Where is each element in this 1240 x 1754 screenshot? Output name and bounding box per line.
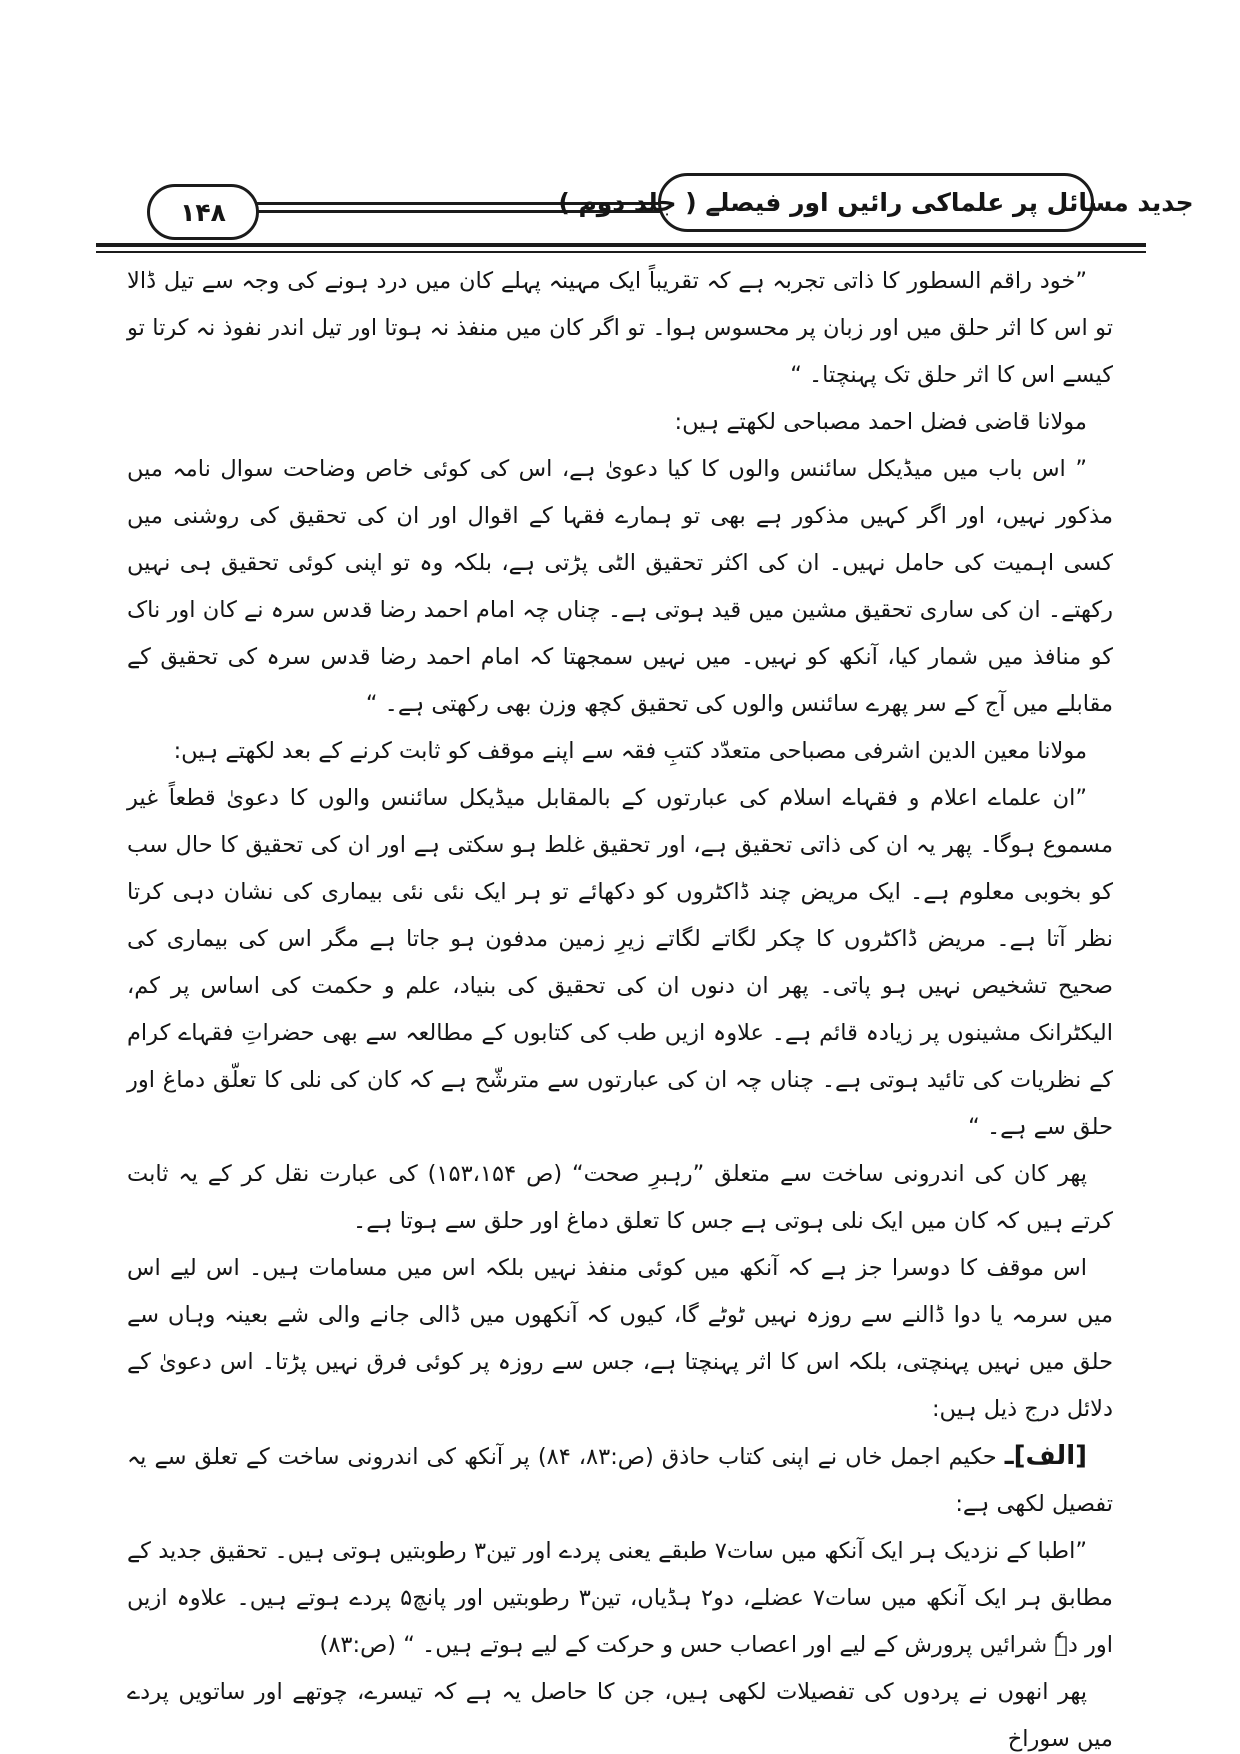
list-marker-alif: [الف]ـ	[1004, 1441, 1087, 1471]
attribution-line: مولانا معین الدین اشرفی مصباحی متعدّد کتبِ فقہ سے اپنے موقف کو ثابت کرنے کے بعد لکھتے ہیں:	[173, 738, 1087, 764]
list-item-text: حکیم اجمل خاں نے اپنی کتاب حاذق (ص:۸۳، ۸۴) پر آنکھ کی اندرونی ساخت کے تعلق سے یہ تفصیل لکھی ہے:	[127, 1444, 1113, 1517]
body-paragraph: اس موقف کا دوسرا جز ہے کہ آنکھ میں کوئی منفذ نہیں بلکہ اس میں مسامات ہیں۔ اس لیے اس میں سرمہ یا دوا ڈالنے سے روزہ نہیں ٹوٹے گا، کیوں کہ آنکھوں میں ڈالی جانے والی شے بعینہ وہاں سے حلق میں نہیں پہنچتی، بلکہ اس کا اثر پہنچتا ہے، جس سے روزہ پر کوئی فرق نہیں پڑتا۔ اس دعویٰ کے دلائل درج ذیل ہیں:	[127, 1255, 1113, 1422]
page-number: ۱۴۸	[180, 197, 226, 227]
quote-paragraph: ” اس باب میں میڈیکل سائنس والوں کا کیا دعویٰ ہے، اس کی کوئی خاص وضاحت سوال نامہ میں مذکور نہیں، اور اگر کہیں مذکور ہے بھی تو ہمارے فقہا کے اقوال اور ان کی تحقیق کی روشنی میں کسی اہمیت کی حامل نہیں۔ ان کی اکثر تحقیق الٹی پڑتی ہے، بلکہ وہ تو اپنی کوئی تحقیق ہی نہیں رکھتے۔ ان کی ساری تحقیق مشین میں قید ہوتی ہے۔ چناں چہ امام احمد رضا قدس سرہ نے کان اور ناک کو منافذ میں شمار کیا، آنکھ کو نہیں۔ میں نہیں سمجھتا کہ امام احمد رضا قدس سرہ کی تحقیق کے مقابلے میں آج کے سر پھرے سائنس والوں کی تحقیق کچھ وزن بھی رکھتی ہے۔ “	[127, 456, 1113, 717]
quote-paragraph: ”خود راقم السطور کا ذاتی تجربہ ہے کہ تقریباً ایک مہینہ پہلے کان میں درد ہونے کی وجہ سے تیل ڈالا تو اس کا اثر حلق میں اور زبان پر محسوس ہوا۔ تو اگر کان میں منفذ نہ ہوتا اور تیل اندر نفوذ نہ کرتا تو کیسے اس کا اثر حلق تک پہنچتا۔ “	[127, 268, 1113, 388]
running-title-cartouche	[558, 173, 1194, 232]
quote-paragraph: ”ان علماے اعلام و فقہاے اسلام کی عبارتوں کے بالمقابل میڈیکل سائنس والوں کا دعویٰ قطعاً غیر مسموع ہوگا۔ پھر یہ ان کی ذاتی تحقیق ہے، اور تحقیق غلط ہو سکتی ہے اور ان کی تحقیق کا حال سب کو بخوبی معلوم ہے۔ ایک مریض چند ڈاکٹروں کو دکھائے تو ہر ایک نئی نئی بیماری کی نشان دہی کرتا نظر آتا ہے۔ مریض ڈاکٹروں کا چکر لگاتے لگاتے زیرِ زمین مدفون ہو جاتا ہے مگر اس کی بیماری کی صحیح تشخیص نہیں ہو پاتی۔ پھر ان دنوں ان کی تحقیق کی بنیاد، علم و حکمت کی اساس پر کم، الیکٹرانک مشینوں پر زیادہ قائم ہے۔ علاوہ ازیں طب کی کتابوں کے مطالعہ سے بھی حضراتِ فقہاے کرام کے نظریات کی تائید ہوتی ہے۔ چناں چہ ان کی عبارتوں سے مترشّح ہے کہ کان کی نلی کا تعلّق دماغ اور حلق سے ہے۔ “	[127, 785, 1113, 1140]
body-paragraph: پھر کان کی اندرونی ساخت سے متعلق ”رہبرِ صحت“ (ص ۱۵۳،۱۵۴) کی عبارت نقل کر کے یہ ثابت کرتے ہیں کہ کان میں ایک نلی ہوتی ہے جس کا تعلق دماغ اور حلق سے ہوتا ہے۔	[127, 1161, 1113, 1234]
running-title: جدید مسائل پر علماکی رائیں اور فیصلے ( جلد دوم )	[558, 188, 1194, 217]
header-separator-rule	[96, 243, 1146, 253]
quote-paragraph: ”اطبا کے نزدیک ہر ایک آنکھ میں سات۷ طبقے یعنی پردے اور تین۳ رطوبتیں ہوتی ہیں۔ تحقیق جدید کے مطابق ہر ایک آنکھ میں سات۷ عضلے، دو۲ ہڈیاں، تین۳ رطوبتیں اور پانچ۵ پردے ہوتے ہیں۔ علاوہ ازیں اور دہٗ شرائیں پرورش کے لیے اور اعصاب حس و حرکت کے لیے ہوتے ہیں۔ “ (ص:۸۳)	[127, 1538, 1113, 1658]
list-item-alif	[127, 1433, 1113, 1528]
page-body	[127, 258, 1113, 1754]
body-paragraph: پھر انھوں نے پردوں کی تفصیلات لکھی ہیں، جن کا حاصل یہ ہے کہ تیسرے، چوتھے اور ساتویں پردے میں سوراخ	[127, 1679, 1113, 1752]
attribution-line: مولانا قاضی فضل احمد مصباحی لکھتے ہیں:	[674, 409, 1087, 435]
page-number-badge	[147, 184, 259, 240]
